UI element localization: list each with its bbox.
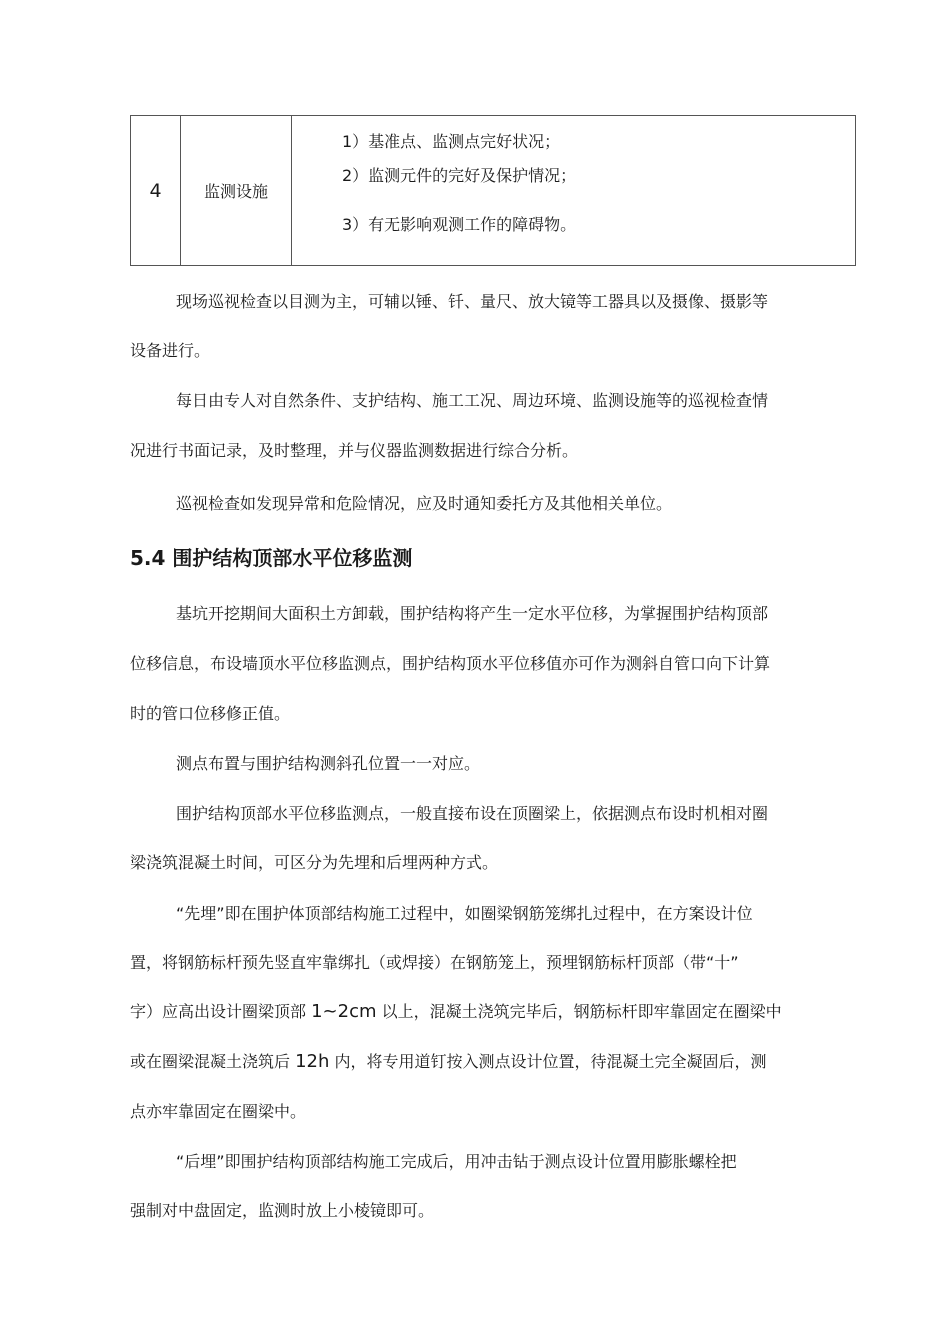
paragraph-line: 基坑开挖期间大面积土方卸载，围护结构将产生一定水平位移，为掌握围护结构顶部	[176, 604, 769, 623]
measurement-value: 1~2cm	[311, 1001, 377, 1022]
text-span: 字）应高出设计圈梁顶部	[130, 1002, 312, 1021]
section-heading: 5.4 围护结构顶部水平位移监测	[130, 546, 413, 570]
paragraph-line: 点亦牢靠固定在圈梁中。	[130, 1102, 307, 1121]
paragraph-line: 时的管口位移修正值。	[130, 704, 291, 723]
text-span: 内，将专用道钉按入测点设计位置，待混凝土完全凝固后，测	[329, 1052, 767, 1071]
paragraph-line: 每日由专人对自然条件、支护结构、施工工况、周边环境、监测设施等的巡视检查情	[176, 391, 769, 410]
paragraph-line	[130, 985, 860, 1038]
paragraph-line: 围护结构顶部水平位移监测点，一般直接布设在顶圈梁上，依据测点布设时机相对圈	[176, 804, 769, 823]
paragraph-line: “后埋”即围护结构顶部结构施工完成后，用冲击钻于测点设计位置用膨胀螺栓把	[176, 1152, 737, 1171]
text-span: 以上，混凝土浇筑完毕后，钢筋标杆即牢靠固定在圈梁中	[376, 1002, 782, 1021]
row-item: 监测设施	[181, 116, 292, 266]
paragraph-line: “先埋”即在围护体顶部结构施工过程中，如圈梁钢筋笼绑扎过程中，在方案设计位	[176, 904, 753, 923]
paragraph-line: 巡视检查如发现异常和危险情况，应及时通知委托方及其他相关单位。	[176, 494, 673, 513]
inspection-table	[130, 115, 856, 266]
row-number: 4	[131, 116, 181, 266]
content-line-2: 2）监测元件的完好及保护情况；	[342, 165, 577, 185]
content-line-1: 1）基准点、监测点完好状况；	[342, 131, 561, 151]
paragraph-line: 置，将钢筋标杆预先竖直牢靠绑扎（或焊接）在钢筋笼上，预埋钢筋标杆顶部（带“十”	[130, 953, 739, 972]
paragraph-line: 现场巡视检查以目测为主，可辅以锤、钎、量尺、放大镜等工器具以及摄像、摄影等	[176, 292, 769, 311]
paragraph-line: 测点布置与围护结构测斜孔位置一一对应。	[176, 754, 481, 773]
paragraph-line	[130, 1035, 860, 1088]
paragraph-line: 设备进行。	[130, 341, 211, 360]
time-value: 12h	[295, 1051, 330, 1072]
content-line-3: 3）有无影响观测工作的障碍物。	[342, 214, 577, 234]
row-contents	[292, 116, 856, 266]
paragraph-line: 强制对中盘固定，监测时放上小棱镜即可。	[130, 1201, 435, 1220]
table-row	[131, 116, 856, 266]
paragraph-line: 梁浇筑混凝土时间，可区分为先埋和后埋两种方式。	[130, 853, 499, 872]
paragraph-line: 况进行书面记录，及时整理，并与仪器监测数据进行综合分析。	[130, 441, 579, 460]
text-span: 或在圈梁混凝土浇筑后	[130, 1052, 296, 1071]
paragraph-line: 位移信息，布设墙顶水平位移监测点，围护结构顶水平位移值亦可作为测斜自管口向下计算	[130, 654, 771, 673]
